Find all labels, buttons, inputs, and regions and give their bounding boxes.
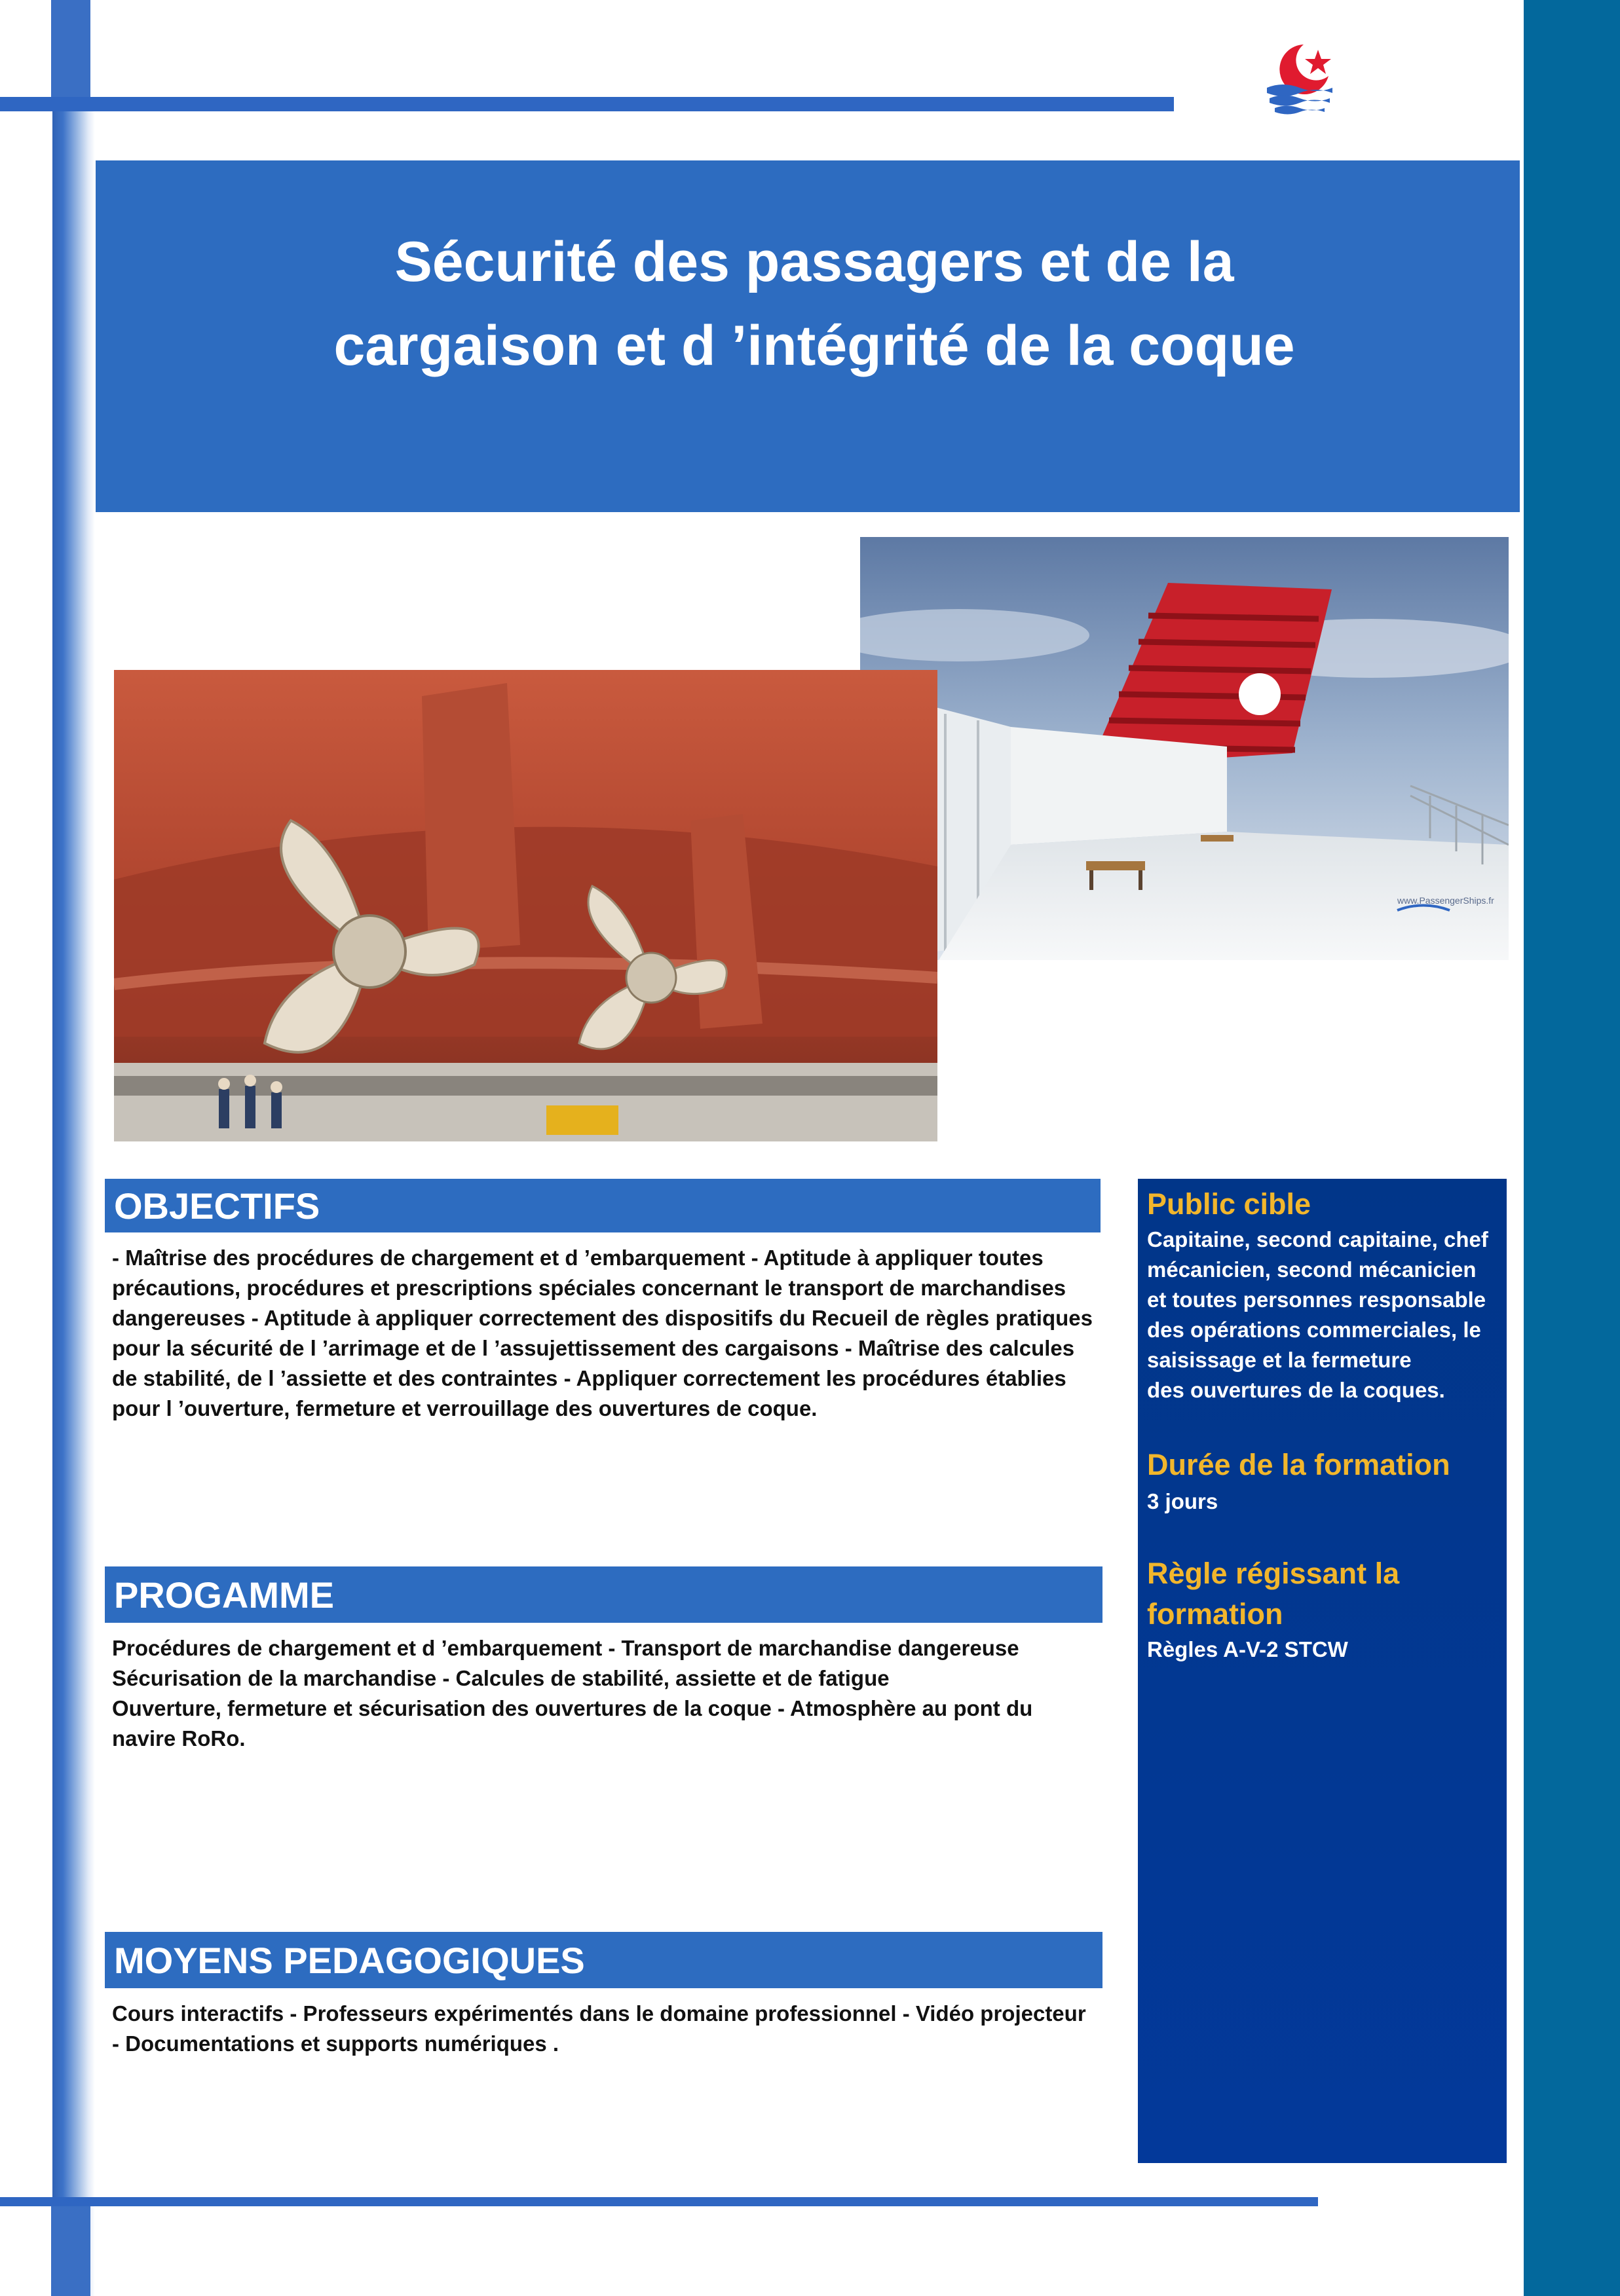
ctn-logo-icon [1263, 41, 1336, 119]
left-accent-bar-top [51, 0, 90, 98]
objectifs-heading-label: OBJECTIFS [114, 1185, 320, 1227]
public-cible-line: mécanicien, second mécanicien [1147, 1257, 1477, 1282]
ship-deck-photo [860, 537, 1509, 960]
moyens-heading-label: MOYENS PEDAGOGIQUES [114, 1939, 585, 1981]
bottom-divider-line [0, 2197, 1318, 2206]
programme-line: Sécurisation de la marchandise - Calcules de stabilité, assiette et de fatigue [112, 1666, 890, 1690]
public-cible-heading: Public cible [1147, 1187, 1311, 1221]
programme-line: Ouverture, fermeture et sécurisation des ouvertures de la coque - Atmosphère au pont du navire RoRo. [112, 1696, 1033, 1750]
objectifs-text: - Maîtrise des procédures de chargement et d ’embarquement - Aptitude à appliquer toutes précautions, procédures et prescriptions spéciales concernant le transport de marchandises dangereuses - Aptitude à appliquer correctement des dispositifs du Recueil de règles pratiques pour la sécurité de l ’arrimage et de l ’assujettissement des cargaisons - Maîtrise des calcules de stabilité, de l ’assiette et des contraintes - Appliquer correctement les procédures établies pour l ’ouverture, fermeture et verrouillage des ouvertures de coque. [112, 1246, 1093, 1420]
public-cible-line: saisissage et la fermeture [1147, 1348, 1412, 1372]
page-title: Sécurité des passagers et de la cargaison et d ’intégrité de la coque [333, 230, 1295, 377]
left-accent-bar-bottom [51, 2200, 90, 2296]
programme-heading [105, 1566, 1102, 1623]
top-divider-line [0, 97, 1174, 111]
ship-propellers-photo [114, 670, 937, 1141]
title-banner [96, 160, 1520, 512]
moyens-pedagogiques-text: Cours interactifs - Professeurs expérimentés dans le domaine professionnel - Vidéo projecteur - Documentations et supports numériques . [112, 2001, 1086, 2056]
regle-value: Règles A-V-2 STCW [1147, 1637, 1348, 1661]
moyens-pedagogiques-heading [105, 1932, 1102, 1988]
public-cible-line: des opérations commerciales, le [1147, 1318, 1481, 1342]
programme-text [112, 1633, 1095, 1754]
duree-heading: Durée de la formation [1147, 1448, 1450, 1481]
info-panel [1138, 1179, 1507, 2163]
public-cible-line: Capitaine, second capitaine, chef [1147, 1227, 1488, 1251]
right-side-bar [1524, 0, 1620, 2296]
public-cible-line: des ouvertures de la coques. [1147, 1378, 1445, 1402]
programme-heading-label: PROGAMME [114, 1574, 334, 1616]
public-cible-line: et toutes personnes responsable [1147, 1287, 1486, 1312]
duree-value: 3 jours [1147, 1489, 1218, 1513]
deck-watermark: www.PassengerShips.fr [1397, 895, 1494, 906]
public-cible-text [1147, 1225, 1501, 1405]
regle-heading: Règle régissant la formation [1147, 1557, 1400, 1631]
programme-line: Procédures de chargement et d ’embarquement - Transport de marchandise dangereuse [112, 1636, 1019, 1660]
objectifs-heading [105, 1179, 1101, 1232]
left-gradient-band [52, 98, 95, 2296]
